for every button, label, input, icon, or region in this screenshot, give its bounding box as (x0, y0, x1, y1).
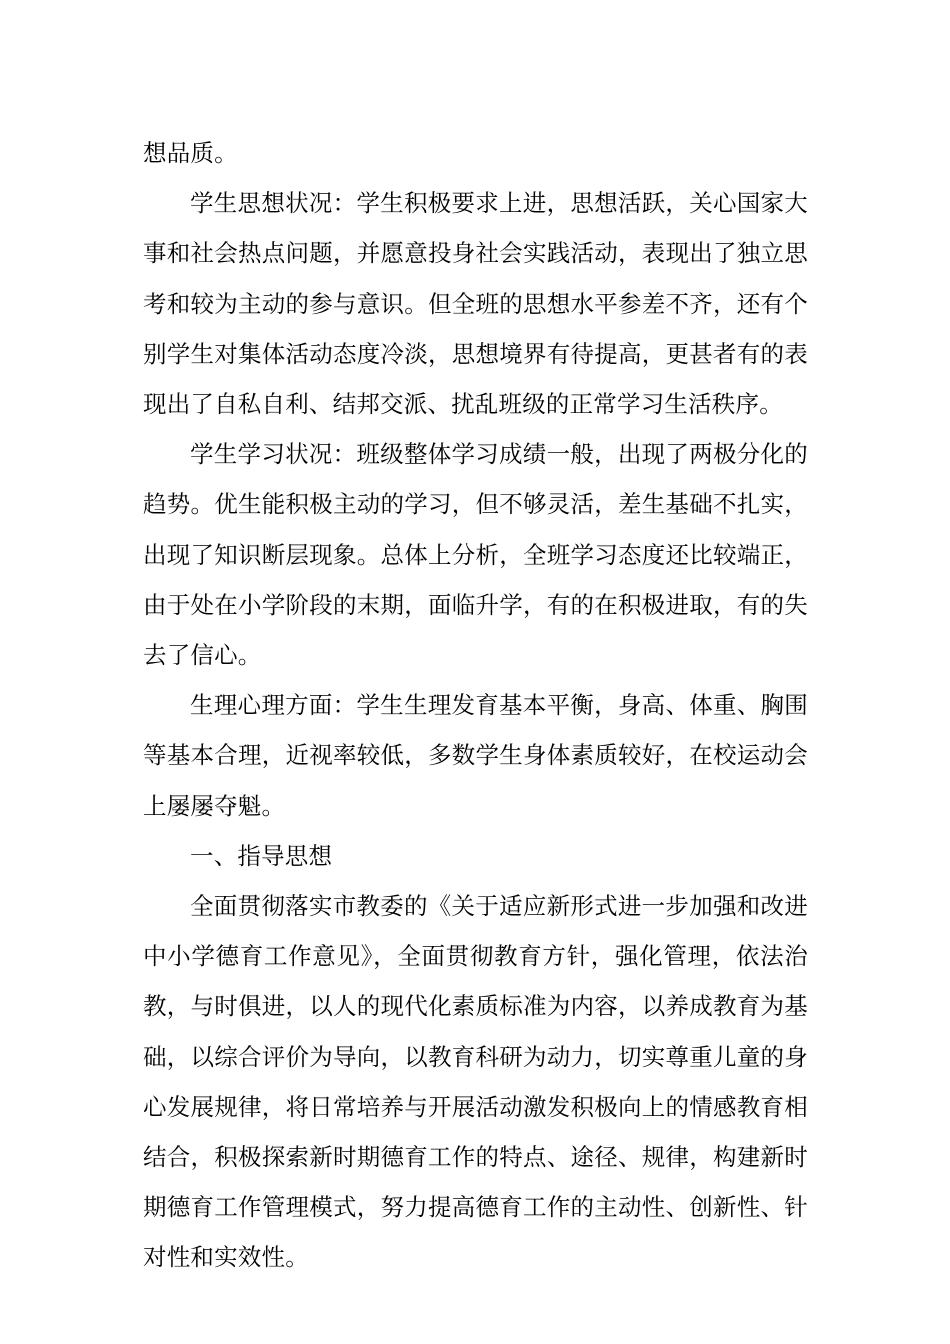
paragraph-physiology-psychology: 生理心理方面：学生生理发育基本平衡，身高、体重、胸围等基本合理，近视率较低，多数学生身体素质较好，在校运动会上屡屡夺魁。 (143, 691, 808, 820)
section-heading-guiding-ideology: 一、指导思想 (190, 841, 333, 870)
paragraph-continuation: 想品质。 (143, 139, 238, 167)
paragraph-student-study: 学生学习状况：班级整体学习成绩一般，出现了两极分化的趋势。优生能积极主动的学习，但不够灵活，差生基础不扎实，出现了知识断层现象。总体上分析，全班学习态度还比较端正，由于处在小学阶段的末期，面临升学，有的在积极进取，有的失去了信心。 (143, 440, 808, 670)
document-body (143, 128, 808, 1283)
paragraph-student-thinking: 学生思想状况：学生积极要求上进，思想活跃，关心国家大事和社会热点问题，并愿意投身社会实践活动，表现出了独立思考和较为主动的参与意识。但全班的思想水平参差不齐，还有个别学生对集体活动态度冷淡，思想境界有待提高，更甚者有的表现出了自私自利、结邦交派、扰乱班级的正常学习生活秩序。 (143, 189, 808, 419)
paragraph-guiding-ideology: 全面贯彻落实市教委的《关于适应新形式进一步加强和改进中小学德育工作意见》，全面贯彻教育方针，强化管理，依法治教，与时俱进，以人的现代化素质标准为内容，以养成教育为基础，以综合评价为导向，以教育科研为动力，切实尊重儿童的身心发展规律，将日常培养与开展活动激发积极向上的情感教育相结合，积极探索新时期德育工作的特点、途径、规律，构建新时期德育工作管理模式，努力提高德育工作的主动性、创新性、针对性和实效性。 (143, 892, 808, 1272)
